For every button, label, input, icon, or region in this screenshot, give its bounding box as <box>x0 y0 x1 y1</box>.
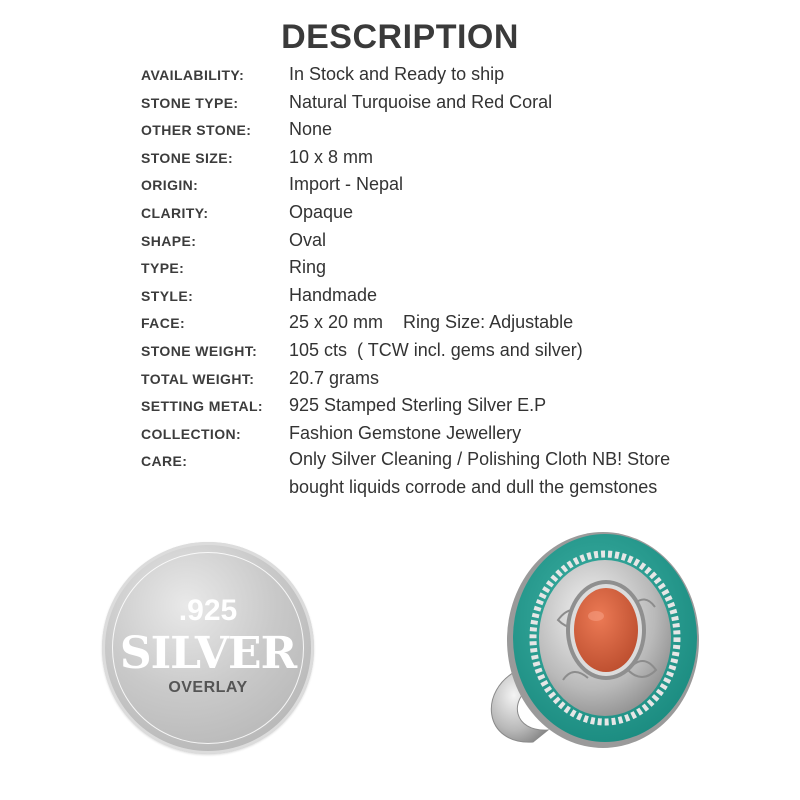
spec-value: Ring <box>289 257 327 278</box>
spec-value: 105 cts ( TCW incl. gems and silver) <box>289 339 583 360</box>
spec-row-type <box>141 255 741 283</box>
spec-label: OTHER STONE: <box>141 122 252 139</box>
silver-overlay-badge <box>102 542 314 754</box>
spec-value: Opaque <box>289 201 354 222</box>
spec-value: In Stock and Ready to ship <box>289 64 505 84</box>
spec-row-total-weight <box>141 366 741 394</box>
badge-purity: .925 <box>178 594 238 627</box>
spec-value: None <box>289 119 333 140</box>
spec-row-setting-metal <box>141 393 741 421</box>
spec-label: STONE WEIGHT: <box>141 342 258 359</box>
spec-value: Import - Nepal <box>289 174 404 195</box>
spec-value: 10 x 8 mm <box>289 146 374 167</box>
spec-value: Oval <box>289 229 327 250</box>
spec-label: STONE TYPE: <box>141 94 239 111</box>
spec-label: SETTING METAL: <box>141 398 263 415</box>
spec-row-stone-weight <box>141 338 741 366</box>
spec-value: 25 x 20 mm Ring Size: Adjustable <box>289 312 574 333</box>
spec-label: ORIGIN: <box>141 177 199 194</box>
page-title: DESCRIPTION <box>281 18 519 56</box>
badge-metal: SILVER <box>119 628 297 679</box>
spec-label: FACE: <box>141 315 185 332</box>
spec-label: AVAILABILITY: <box>141 67 245 83</box>
spec-value: Fashion Gemstone Jewellery <box>289 422 522 443</box>
spec-label: CLARITY: <box>141 204 209 221</box>
spec-row-availability <box>141 62 741 90</box>
spec-row-origin <box>141 172 741 200</box>
spec-row-style <box>141 283 741 311</box>
red-coral-stone <box>574 588 638 672</box>
spec-label: STONE SIZE: <box>141 149 234 166</box>
spec-value: Natural Turquoise and Red Coral <box>289 91 553 112</box>
spec-value: Only Silver Cleaning / Polishing Cloth NB! Store bought liquids corrode and dull the gemstones <box>289 449 671 497</box>
spec-row-face <box>141 310 741 338</box>
ring-product-image <box>478 520 708 770</box>
spec-label: STYLE: <box>141 287 194 304</box>
stone-highlight <box>588 611 604 621</box>
spec-value: 20.7 grams <box>289 367 380 388</box>
spec-row-collection <box>141 421 741 449</box>
spec-label: CARE: <box>141 453 188 470</box>
spec-row-stone-size <box>141 145 741 173</box>
spec-value: Handmade <box>289 284 378 305</box>
spec-row-other-stone <box>141 117 741 145</box>
spec-label: SHAPE: <box>141 232 197 249</box>
spec-row-shape <box>141 228 741 256</box>
spec-label: TOTAL WEIGHT: <box>141 370 255 387</box>
badge-overlay: OVERLAY <box>168 679 248 696</box>
spec-row-stone-type <box>141 90 741 118</box>
spec-label: TYPE: <box>141 260 185 277</box>
spec-row-clarity <box>141 200 741 228</box>
spec-value: 925 Stamped Sterling Silver E.P <box>289 395 547 416</box>
spec-label: COLLECTION: <box>141 425 242 442</box>
spec-list <box>141 62 741 534</box>
